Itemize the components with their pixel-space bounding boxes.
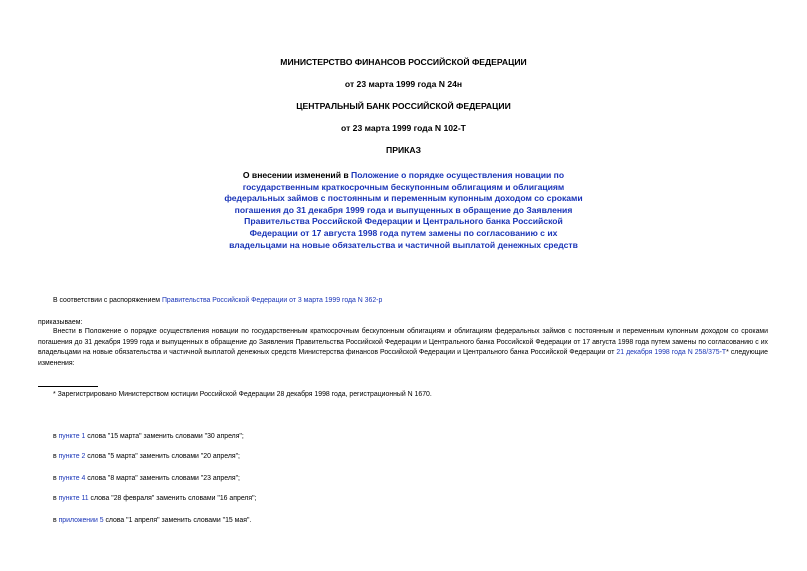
basis-paragraph [53, 296, 382, 307]
footnote-divider [38, 386, 98, 387]
ministry-date: от 23 марта 1999 года N 24н [344, 79, 463, 89]
item-prefix: в [53, 475, 59, 482]
amendment-regulation-link[interactable]: 21 декабря 1998 года N 258/375-Т [616, 349, 727, 356]
title-regulation-link[interactable]: Положение о порядке осуществления новации по государственным краткосрочным бескупонным облигациям и облигациям федеральных займов с постоянным и переменным купонным доходом со сроками погашения до 31 декабря 1999 года и выпущенных в обращение до Заявления Правительства Российской Федерации и Центрального банка Российской Федерации от 17 августа 1998 года путем замены по согласованию с их владельцами на новые обязательства и частичной выплатой денежных средств [224, 170, 583, 250]
item-prefix: в [53, 495, 59, 502]
ministry-heading: МИНИСТЕРСТВО ФИНАНСОВ РОССИЙСКОЙ ФЕДЕРАЦИИ [280, 57, 527, 67]
item-clause-link[interactable]: пункте 2 [58, 453, 86, 460]
title-prefix: О внесении изменений в [242, 170, 352, 180]
item-prefix: в [53, 517, 59, 524]
footnote: * Зарегистрировано Министерством юстиции Российской Федерации 28 декабря 1998 года, регистрационный N 1670. [53, 391, 432, 398]
amendment-item [53, 494, 257, 504]
item-text: слова "5 марта" заменить словами "20 апреля"; [85, 453, 240, 460]
item-text: слова "28 февраля" заменить словами "16 апреля"; [88, 495, 257, 502]
amendment-item [53, 432, 244, 442]
amendment-item [53, 474, 240, 484]
item-text: слова "1 апреля" заменить словами "15 мая". [103, 517, 252, 524]
item-clause-link[interactable]: пункте 1 [58, 433, 86, 440]
basis-prefix: В соответствии с распоряжением [53, 297, 162, 304]
item-prefix: в [53, 433, 59, 440]
document-type: ПРИКАЗ [386, 145, 421, 155]
bank-heading: ЦЕНТРАЛЬНЫЙ БАНК РОССИЙСКОЙ ФЕДЕРАЦИИ [296, 101, 511, 111]
basis-decree-link[interactable]: Правительства Российской Федерации от 3 марта 1999 года N 362-р [161, 297, 383, 304]
orders-label: приказываем: [38, 319, 83, 326]
item-text: слова "8 марта" заменить словами "23 апреля"; [85, 475, 240, 482]
amendment-suffix: * следующие изменения: [38, 349, 768, 367]
item-clause-link[interactable]: пункте 11 [58, 495, 89, 502]
item-appendix-link[interactable]: приложении 5 [58, 517, 104, 524]
item-prefix: в [53, 453, 59, 460]
amendment-item [53, 516, 251, 526]
item-text: слова "15 марта" заменить словами "30 апреля"; [85, 433, 244, 440]
amendment-paragraph [38, 327, 768, 369]
amendment-text: Внести в Положение о порядке осуществления новации по государственным краткосрочным бескупонным облигациям и облигациям федеральных займов с постоянным и переменным купонным доходом со сроками погашения до 31 декабря 1999 года и выпущенных в обращение до Заявления Правительства Российской Федерации и Центрального банка Российской Федерации от 17 августа 1998 года путем замены по согласованию с их владельцами на новые обязательства и частичной выплатой денежных средств Министерства финансов Российской Федерации и Центрального банка Российской Федерации от [38, 328, 768, 356]
item-clause-link[interactable]: пункте 4 [58, 475, 86, 482]
document-title [220, 170, 587, 251]
bank-date: от 23 марта 1999 года N 102-Т [341, 123, 466, 133]
amendment-item [53, 452, 240, 462]
